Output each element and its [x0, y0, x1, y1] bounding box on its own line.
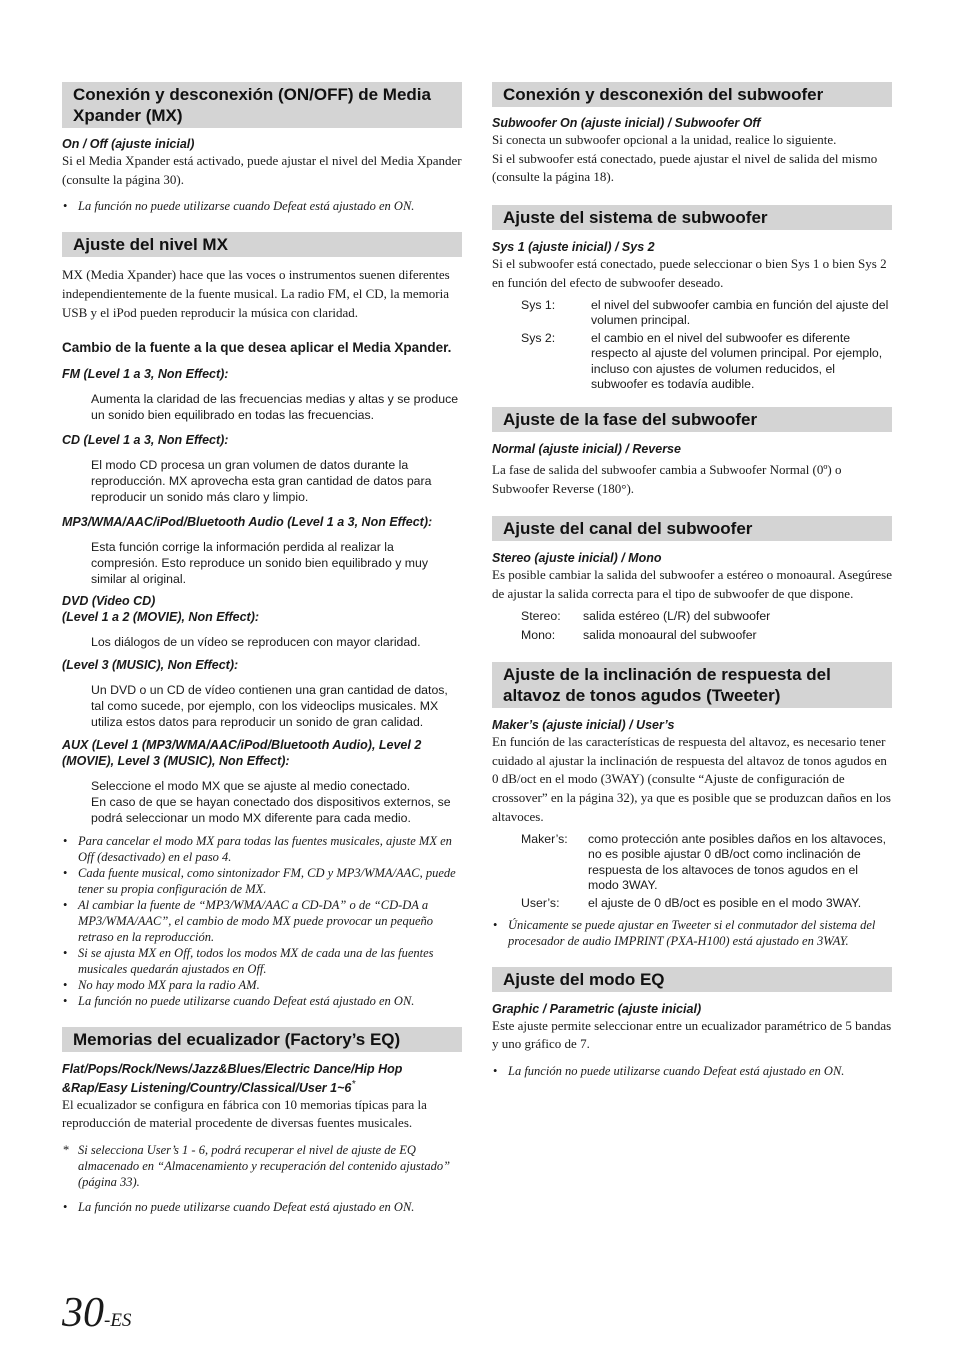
option-label-mp3: MP3/WMA/AAC/iPod/Bluetooth Audio (Level 1 a 3, Non Effect): — [62, 514, 433, 529]
option-label-dvd-levels: (Level 1 a 2 (MOVIE), Non Effect): — [62, 609, 260, 624]
section-heading-eq-memories: Memorias del ecualizador (Factory’s EQ) — [62, 1027, 462, 1052]
bullet-mark: • — [63, 199, 68, 214]
option-label-dvd: DVD (Video CD) — [62, 593, 156, 608]
section-heading-sub-system: Ajuste del sistema de subwoofer — [492, 205, 892, 230]
section-heading-tweeter: Ajuste de la inclinación de respuesta del altavoz de tonos agudos (Tweeter) — [492, 662, 892, 708]
definition-row: User’s: el ajuste de 0 dB/oct es posible en el modo 3WAY. — [521, 895, 862, 910]
definition-row: Sys 1: el nivel del subwoofer cambia en función del ajuste del volumen principal. — [521, 297, 889, 328]
option-label-level3: (Level 3 (MUSIC), Non Effect): — [62, 657, 239, 672]
section-subtitle: Flat/Pops/Rock/News/Jazz&Blues/Electric Dance/Hip Hop &Rap/Easy Listening/Country/Classical/User 1~6* — [62, 1061, 403, 1095]
paragraph: Si el Media Xpander está activado, puede ajustar el nivel del Media Xpander (consulte la página 30). — [62, 153, 462, 187]
paragraph: En función de las características de respuesta del altavoz, es necesario tener cuidado al ajustar la inclinación de respuesta del altavoz de tonos agudos en 0 dB/oct en el modo (3WAY) (consulte “Ajuste de configuración de crossover” en la página 32), ya que es posible que se produzcan daños en los altavoces. — [492, 734, 891, 824]
option-label-fm: FM (Level 1 a 3, Non Effect): — [62, 366, 229, 381]
note-item: • La función no puede utilizarse cuando Defeat está ajustado en ON. — [63, 993, 415, 1008]
footnote: * Si selecciona User’s 1 - 6, podrá recuperar el nivel de ajuste de EQ almacenado en “Almacenamiento y recuperación del contenido ajustado” (página 33). — [63, 1143, 451, 1190]
note-item: • La función no puede utilizarse cuando Defeat está ajustado en ON. — [63, 1200, 415, 1215]
section-heading-mx-onoff: Conexión y desconexión (ON/OFF) de Media Xpander (MX) — [62, 82, 462, 128]
page-suffix: -ES — [104, 1310, 132, 1331]
option-text-dvd: Los diálogos de un vídeo se reproducen con mayor claridad. — [91, 634, 421, 649]
definition-row: Sys 2: el cambio en el nivel del subwoofer es diferente respecto al ajuste del volumen principal. Por ejemplo, incluso con ajustes de volumen reducidos, el subwoofer es todavía audible. — [521, 330, 883, 392]
note-item: • No hay modo MX para la radio AM. — [63, 977, 260, 992]
section-heading-sub-channel: Ajuste del canal del subwoofer — [492, 516, 892, 541]
paragraph: MX (Media Xpander) hace que las voces o instrumentos suenen diferentes independientemente de la fuente musical. La radio FM, el CD, la memoria USB y el iPod pueden reproducir la música con claridad. — [62, 267, 450, 320]
option-text-fm: Aumenta la claridad de las frecuencias medias y altas y se produce un sonido bien equilibrado en todas las frecuencias. — [91, 391, 459, 422]
left-column — [62, 82, 462, 1215]
section-heading-eq-mode: Ajuste del modo EQ — [492, 967, 892, 992]
definition-list — [492, 298, 892, 394]
definition-list — [492, 832, 892, 912]
notes-list — [62, 833, 462, 1009]
note-item: • Cada fuente musical, como sintonizador FM, CD y MP3/WMA/AAC, puede tener su propia configuración de MX. — [63, 865, 456, 896]
option-label-cd: CD (Level 1 a 3, Non Effect): — [62, 432, 229, 447]
paragraph: Es posible cambiar la salida del subwoofer a estéreo o monoaural. Asegúrese de ajustar la salida correcta para el tipo de subwoofer de que dispone. — [492, 567, 892, 602]
option-text-cd: El modo CD procesa un gran volumen de datos durante la reproducción. MX aprovecha esta gran cantidad de datos para reproducir un sonido más claro y limpio. — [91, 457, 432, 504]
paragraph: Si el subwoofer está conectado, puede ajustar el nivel de salida del mismo (consulte la página 18). — [492, 150, 878, 185]
paragraph: Si conecta un subwoofer opcional a la unidad, realice lo siguiente. — [492, 132, 837, 147]
paragraph: Si el subwoofer está conectado, puede seleccionar o bien Sys 1 o bien Sys 2 en función del efecto de subwoofer deseado. — [492, 256, 887, 290]
definition-row: Maker’s: como protección ante posibles daños en los altavoces, no es posible ajustar 0 dB/oct como inclinación de respuesta de los altavoces de tonos agudos en el modo 3WAY. — [521, 831, 887, 893]
right-column — [492, 82, 892, 1079]
paragraph: La fase de salida del subwoofer cambia a Subwoofer Normal (0º) o Subwoofer Reverse (180°). — [492, 462, 842, 496]
section-subtitle: Subwoofer On (ajuste inicial) / Subwoofer Off — [492, 116, 761, 130]
note-item: • La función no puede utilizarse cuando Defeat está ajustado en ON. — [63, 199, 415, 214]
option-label-aux: AUX (Level 1 (MP3/WMA/AAC/iPod/Bluetooth Audio), Level 2 (MOVIE), Level 3 (MUSIC), Non Effect): — [62, 737, 422, 768]
definition-row: Stereo: salida estéreo (L/R) del subwoofer — [521, 608, 771, 623]
option-text-level3: Un DVD o un CD de vídeo contienen una gran cantidad de datos, tal como sucede, por ejemplo, con los videoclips musicales. MX utiliza estos datos para reproducir un sonido de gran calidad. — [91, 682, 448, 729]
definition-row: Mono: salida monoaural del subwoofer — [521, 628, 757, 643]
option-text-aux: Seleccione el modo MX que se ajuste al medio conectado. — [91, 778, 411, 793]
bold-subheading: Cambio de la fuente a la que desea aplicar el Media Xpander. — [62, 339, 452, 355]
section-subtitle: Normal (ajuste inicial) / Reverse — [492, 442, 681, 457]
section-subtitle: On / Off (ajuste inicial) — [62, 137, 195, 151]
note-item: • La función no puede utilizarse cuando Defeat está ajustado en ON. — [493, 1063, 845, 1078]
section-subtitle: Stereo (ajuste inicial) / Mono — [492, 551, 662, 566]
section-heading-sub-onoff: Conexión y desconexión del subwoofer — [492, 82, 892, 107]
definition-list — [492, 609, 892, 644]
section-heading-mx-level: Ajuste del nivel MX — [62, 232, 462, 257]
note-item: • Si se ajusta MX en Off, todos los modos MX de cada una de las fuentes musicales quedarán ajustados en Off. — [63, 945, 434, 976]
note-item: • Al cambiar la fuente de “MP3/WMA/AAC a CD-DA” o de “CD-DA a MP3/WMA/AAC”, el cambio de modo MX puede provocar un pequeño retraso en la reproducción. — [63, 897, 434, 944]
option-text-mp3: Esta función corrige la información perdida al realizar la compresión. Esto reproduce un sonido bien equilibrado y muy similar al original. — [91, 539, 428, 586]
section-subtitle: Maker’s (ajuste inicial) / User’s — [492, 718, 675, 733]
note-item: • Para cancelar el modo MX para todas las fuentes musicales, ajuste MX en Off (desactivado) en el paso 4. — [63, 833, 452, 864]
paragraph: El ecualizador se configura en fábrica con 10 memorias típicas para la reproducción de material procedente de diversas fuentes musicales. — [62, 1096, 427, 1131]
section-heading-sub-phase: Ajuste de la fase del subwoofer — [492, 407, 892, 432]
option-text-aux-2: En caso de que se hayan conectado dos dispositivos externos, se podrá seleccionar un modo MX diferente para cada medio. — [91, 794, 451, 825]
paragraph: Este ajuste permite seleccionar entre un ecualizador paramétrico de 5 bandas y uno gráfico de 7. — [492, 1017, 892, 1052]
note-item: • Únicamente se puede ajustar en Tweeter si el conmutador del sistema del procesador de audio IMPRINT (PXA-H100) está ajustado en 3WAY. — [493, 917, 876, 948]
section-subtitle: Graphic / Parametric (ajuste inicial) — [492, 1001, 702, 1016]
page-number: 30-ES — [62, 1290, 132, 1336]
section-subtitle: Sys 1 (ajuste inicial) / Sys 2 — [492, 240, 655, 255]
